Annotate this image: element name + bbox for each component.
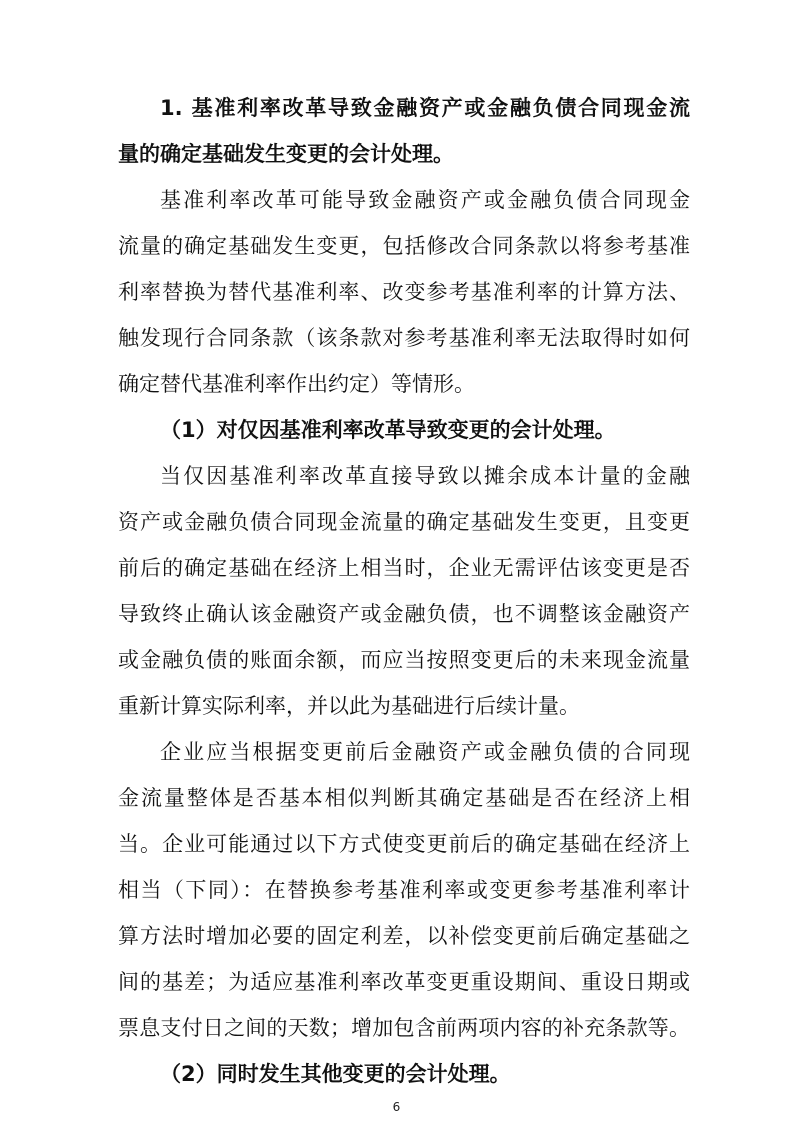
paragraph-3-line: 票息支付日之间的天数；增加包含前两项内容的补充条款等。 [118, 1016, 690, 1040]
page-number: 6 [392, 1100, 401, 1114]
paragraph-3-line: 相当（下同）：在替换参考基准利率或变更参考基准利率计 [118, 878, 690, 902]
paragraph-3-line: 间的基差；为适应基准利率改革变更重设期间、重设日期或 [118, 970, 690, 994]
paragraph-3-line: 算方法时增加必要的固定利差，以补偿变更前后确定基础之 [118, 924, 690, 948]
section-heading-line-2: 量的确定基础发生变更的会计处理。 [118, 142, 454, 166]
paragraph-2-line: 导致终止确认该金融资产或金融负债，也不调整该金融资产 [118, 602, 690, 626]
paragraph-2-line: 资产或金融负债合同现金流量的确定基础发生变更，且变更 [118, 510, 690, 534]
paragraph-2-line: 前后的确定基础在经济上相当时，企业无需评估该变更是否 [118, 556, 690, 580]
paragraph-3-line: 金流量整体是否基本相似判断其确定基础是否在经济上相 [118, 786, 690, 810]
paragraph-1-line: 流量的确定基础发生变更，包括修改合同条款以将参考基准 [118, 234, 690, 258]
paragraph-1-line: 利率替换为替代基准利率、改变参考基准利率的计算方法、 [118, 280, 690, 304]
subsection-heading-2: （2）同时发生其他变更的会计处理。 [160, 1062, 511, 1086]
paragraph-1-line: 触发现行合同条款（该条款对参考基准利率无法取得时如何 [118, 326, 690, 350]
paragraph-1-line: 基准利率改革可能导致金融资产或金融负债合同现金 [160, 188, 690, 212]
paragraph-2-line: 当仅因基准利率改革直接导致以摊余成本计量的金融 [160, 464, 690, 488]
paragraph-2-line: 重新计算实际利率，并以此为基础进行后续计量。 [118, 694, 580, 718]
paragraph-2-line: 或金融负债的账面余额，而应当按照变更后的未来现金流量 [118, 648, 690, 672]
section-heading-line-1: 1. 基准利率改革导致金融资产或金融负债合同现金流 [160, 96, 690, 120]
paragraph-1-line: 确定替代基准利率作出约定）等情形。 [118, 372, 475, 396]
paragraph-3-line: 当。企业可能通过以下方式使变更前后的确定基础在经济上 [118, 832, 690, 856]
subsection-heading-1: （1）对仅因基准利率改革导致变更的会计处理。 [160, 418, 616, 442]
paragraph-3-line: 企业应当根据变更前后金融资产或金融负债的合同现 [160, 740, 690, 764]
